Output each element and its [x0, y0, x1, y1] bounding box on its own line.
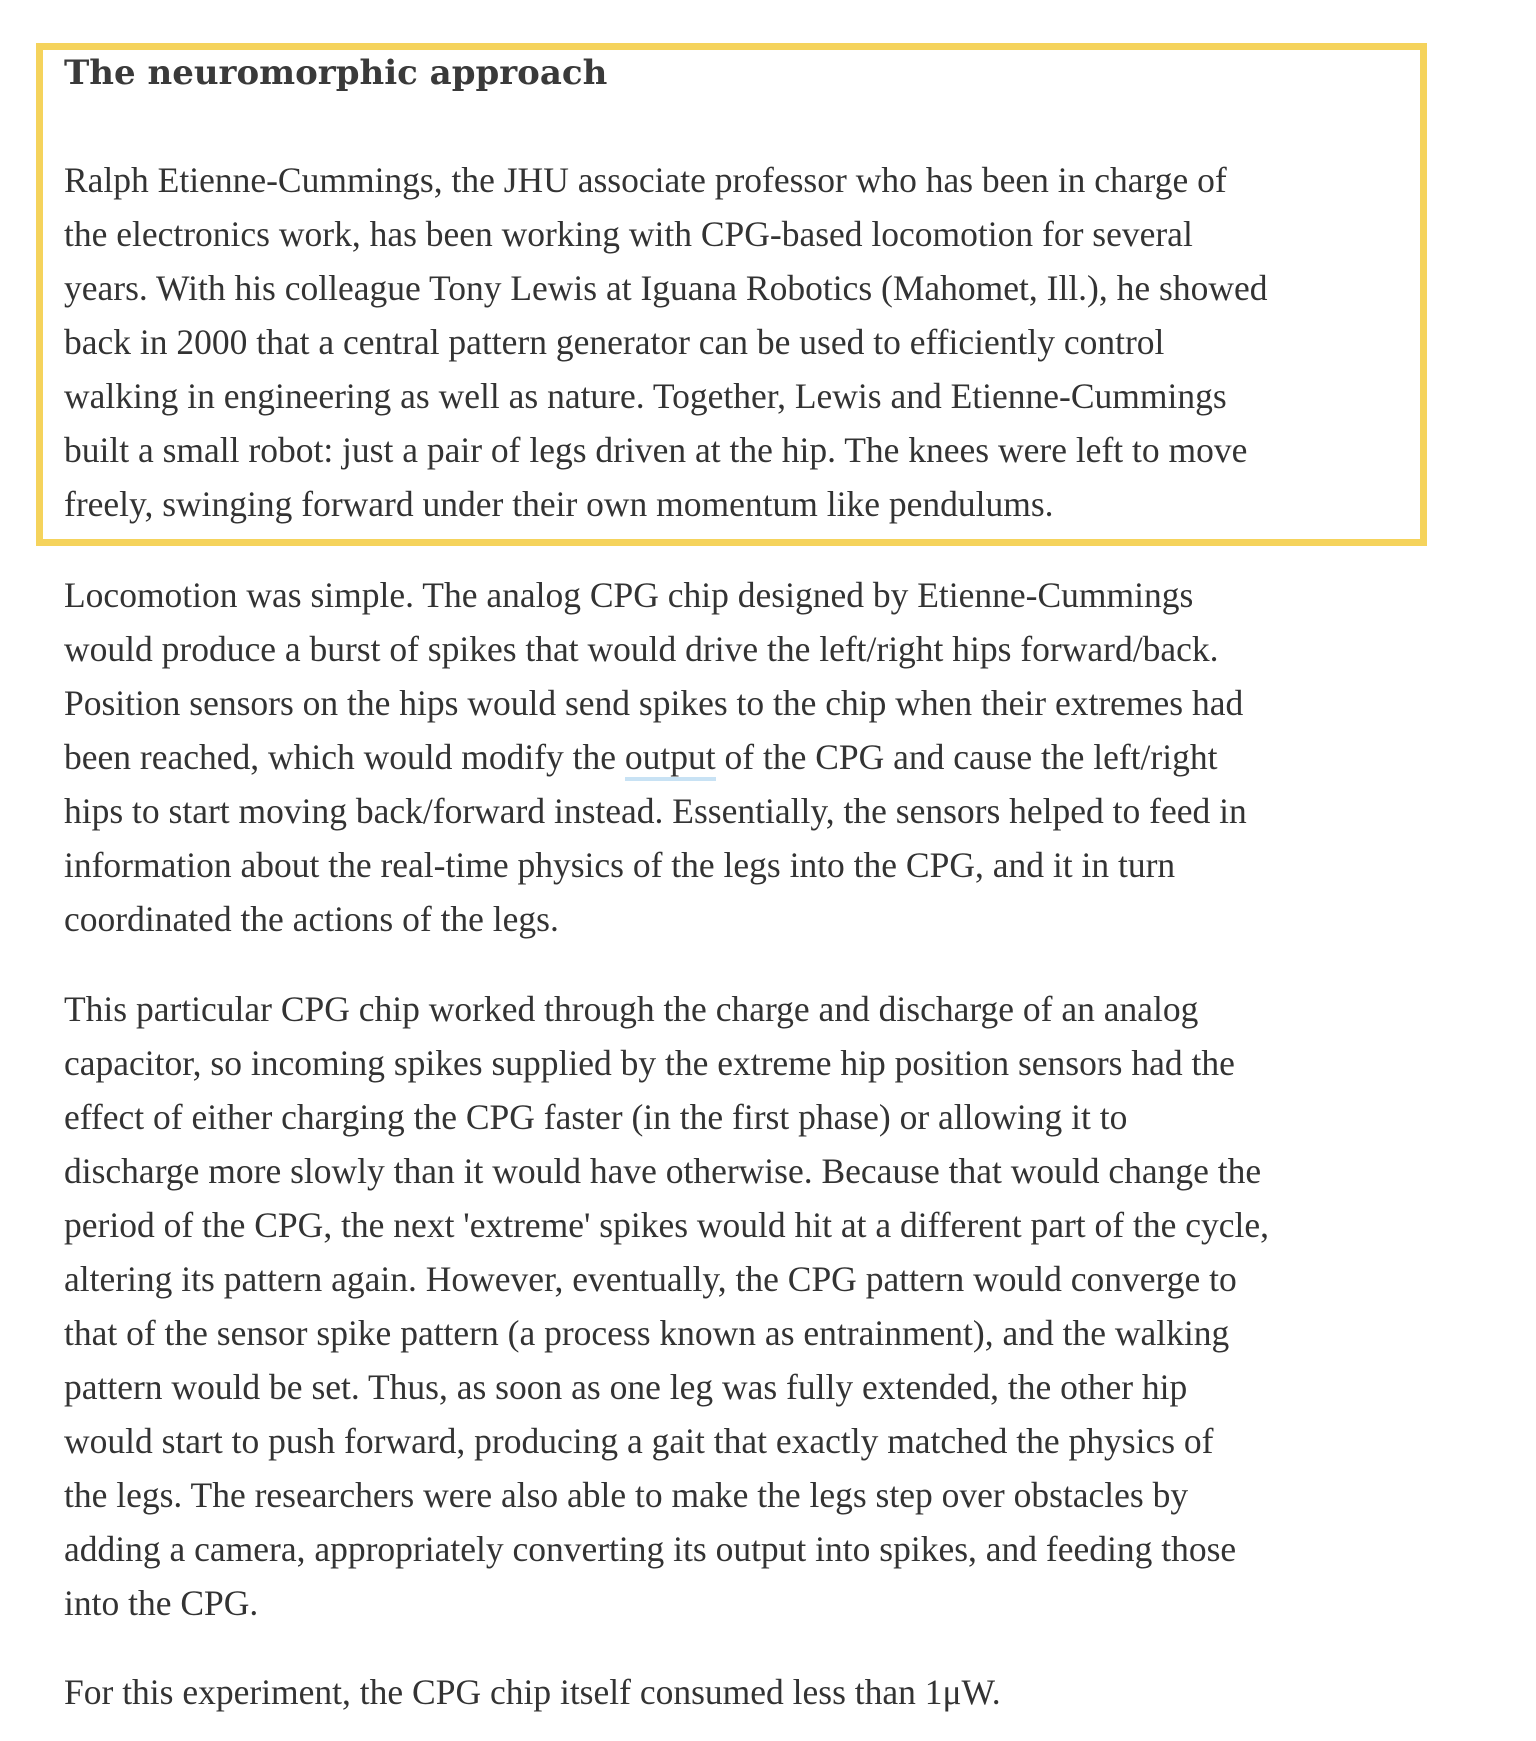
- paragraph-3: [64, 982, 1434, 1630]
- paragraph-line: altering its pattern again. However, eventually, the CPG pattern would converge to: [64, 1259, 1237, 1299]
- paragraph-line: capacitor, so incoming spikes supplied by the extreme hip position sensors had the: [64, 1043, 1235, 1083]
- paragraph-line: freely, swinging forward under their own momentum like pendulums.: [64, 484, 1054, 524]
- paragraph-line: the legs. The researchers were also able to make the legs step over obstacles by: [64, 1475, 1189, 1515]
- text-segment: of the CPG and cause the left/right: [715, 737, 1218, 777]
- paragraph-line: This particular CPG chip worked through the charge and discharge of an analog: [64, 989, 1199, 1029]
- paragraph-line: period of the CPG, the next 'extreme' spikes would hit at a different part of the cycle,: [64, 1205, 1269, 1245]
- paragraph-line: walking in engineering as well as nature. Together, Lewis and Etienne-Cummings: [64, 376, 1227, 416]
- paragraph-line: into the CPG.: [64, 1583, 259, 1623]
- paragraph-line: adding a camera, appropriately converting its output into spikes, and feeding those: [64, 1529, 1237, 1569]
- paragraph-line: that of the sensor spike pattern (a process known as entrainment), and the walking: [64, 1313, 1230, 1353]
- paragraph-line: Position sensors on the hips would send spikes to the chip when their extremes had: [64, 683, 1244, 723]
- paragraph-line: discharge more slowly than it would have otherwise. Because that would change the: [64, 1151, 1262, 1191]
- paragraph-line: coordinated the actions of the legs.: [64, 899, 559, 939]
- paragraph-line: [64, 730, 1434, 784]
- paragraph-line: pattern would be set. Thus, as soon as one leg was fully extended, the other hip: [64, 1367, 1188, 1407]
- paragraph-line: years. With his colleague Tony Lewis at Iguana Robotics (Mahomet, Ill.), he showed: [64, 268, 1268, 308]
- paragraph-line: Locomotion was simple. The analog CPG chip designed by Etienne-Cummings: [64, 575, 1194, 615]
- paragraph-4: For this experiment, the CPG chip itself consumed less than 1μW.: [64, 1672, 1001, 1712]
- paragraph-line: would produce a burst of spikes that would drive the left/right hips forward/back.: [64, 629, 1219, 669]
- section-heading: The neuromorphic approach: [64, 53, 608, 93]
- paragraph-1: [64, 153, 1434, 531]
- paragraph-line: Ralph Etienne-Cummings, the JHU associate professor who has been in charge of: [64, 160, 1227, 200]
- paragraph-line: built a small robot: just a pair of legs driven at the hip. The knees were left to move: [64, 430, 1248, 470]
- paragraph-line: the electronics work, has been working with CPG-based locomotion for several: [64, 214, 1193, 254]
- paragraph-line: back in 2000 that a central pattern generator can be used to efficiently control: [64, 322, 1165, 362]
- output-link[interactable]: output: [625, 737, 716, 781]
- paragraph-line: would start to push forward, producing a gait that exactly matched the physics of: [64, 1421, 1214, 1461]
- paragraph-line: information about the real-time physics of the legs into the CPG, and it in turn: [64, 845, 1176, 885]
- paragraph-line: effect of either charging the CPG faster (in the first phase) or allowing it to: [64, 1097, 1128, 1137]
- text-segment: been reached, which would modify the: [64, 737, 625, 777]
- paragraph-line: hips to start moving back/forward instead. Essentially, the sensors helped to feed in: [64, 791, 1247, 831]
- paragraph-2: [64, 568, 1434, 946]
